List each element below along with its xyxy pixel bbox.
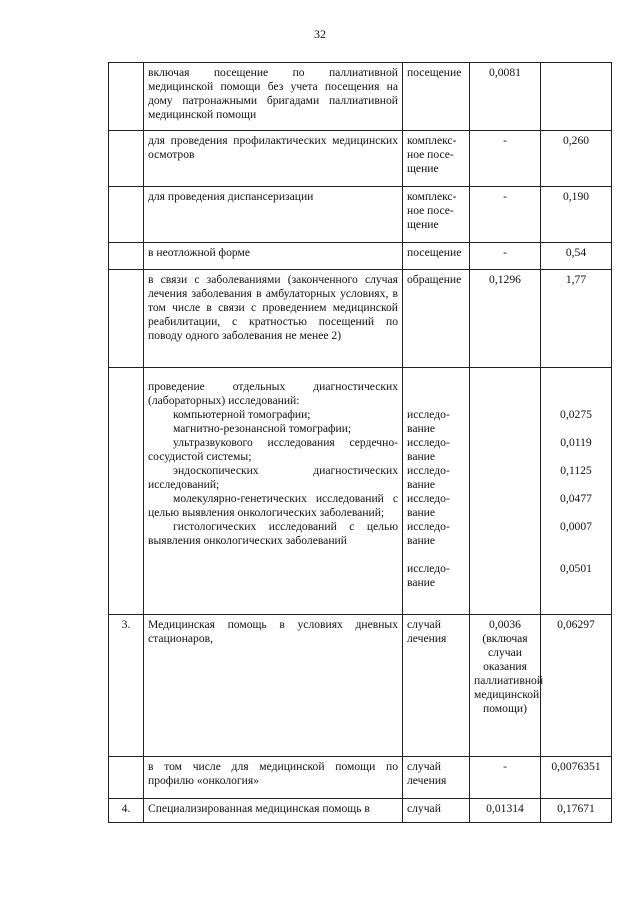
table-row — [109, 270, 612, 368]
diagnostics-unit: исследо-вание — [407, 492, 450, 519]
table-row — [109, 757, 612, 799]
row-unit: случай лечения — [403, 615, 470, 757]
row-number — [109, 757, 144, 799]
row-description: в неотложной форме — [144, 243, 403, 270]
row-value-2: 0,06297 — [541, 615, 612, 757]
table-row — [109, 368, 612, 615]
row-description: включая посещение по паллиативной медицинской помощи без учета посещения на дому патронажными бригадами паллиативной медицинской помощи — [144, 63, 403, 131]
row-description: в том числе для медицинской помощи по профилю «онкология» — [144, 757, 403, 799]
row-number — [109, 270, 144, 368]
row-number — [109, 243, 144, 270]
row-unit: случай лечения — [403, 757, 470, 799]
row-number — [109, 187, 144, 243]
row-value-1: - — [470, 131, 541, 187]
row-description: Специализированная медицинская помощь в — [144, 799, 403, 823]
row-value-2: 0,260 — [541, 131, 612, 187]
diagnostics-value: 0,1125 — [560, 464, 592, 477]
row-number — [109, 63, 144, 131]
row-unit: обращение — [403, 270, 470, 368]
row-unit: посещение — [403, 63, 470, 131]
row-value-2: 1,77 — [541, 270, 612, 368]
diagnostics-item: гистологических исследований с целью выявления онкологических заболеваний — [148, 520, 398, 547]
row-value-2: 0,54 — [541, 243, 612, 270]
diagnostics-item: молекулярно-генетических исследований с целью выявления онкологических заболеваний; — [148, 492, 398, 519]
diagnostics-description — [144, 368, 403, 615]
row-description: Медицинская помощь в условиях дневных стационаров, — [144, 615, 403, 757]
table-row — [109, 243, 612, 270]
diagnostics-unit: исследо-вание — [407, 562, 450, 589]
row-value-2: 0,17671 — [541, 799, 612, 823]
diagnostics-item: компьютерной томографии; — [173, 408, 311, 421]
row-description: для проведения диспансеризации — [144, 187, 403, 243]
row-value-1: 0,0036 (включая случаи оказания паллиативной медицинской помощи) — [470, 615, 541, 757]
row-value-1: - — [470, 243, 541, 270]
row-unit: посещение — [403, 243, 470, 270]
row-value-1: 0,0081 — [470, 63, 541, 131]
row-unit: случай — [403, 799, 470, 823]
row-number — [109, 131, 144, 187]
row-value-2 — [541, 63, 612, 131]
page-number: 32 — [314, 27, 326, 41]
diagnostics-units — [403, 368, 470, 615]
diagnostics-intro: проведение отдельных диагностических (лабораторных) исследований: — [148, 380, 398, 407]
diagnostics-value: 0,0119 — [560, 436, 592, 449]
diagnostics-item: магнитно-резонансной томографии; — [173, 422, 352, 435]
norms-table — [108, 62, 612, 823]
table-row — [109, 131, 612, 187]
table-row — [109, 187, 612, 243]
diagnostics-unit: исследо-вание — [407, 436, 450, 463]
row-value-1: - — [470, 187, 541, 243]
table-row — [109, 615, 612, 757]
diagnostics-value: 0,0007 — [560, 520, 592, 533]
row-unit: комплекс-ное посе-щение — [403, 187, 470, 243]
row-description: для проведения профилактических медицинских осмотров — [144, 131, 403, 187]
row-description: в связи с заболеваниями (законченного случая лечения заболевания в амбулаторных условиях, в том числе в связи с проведением медицинской реабилитации, с кратностью посещений по поводу одного заболевания не менее 2) — [144, 270, 403, 368]
row-number: 4. — [109, 799, 144, 823]
diagnostics-unit: исследо-вание — [407, 408, 450, 435]
diagnostics-values — [541, 368, 612, 615]
diagnostics-item: ультразвукового исследования сердечно-сосудистой системы; — [148, 436, 398, 463]
row-value-2: 0,0076351 — [541, 757, 612, 799]
row-value-1: 0,01314 — [470, 799, 541, 823]
table-row — [109, 63, 612, 131]
diagnostics-value: 0,0501 — [560, 562, 592, 575]
row-unit: комплекс-ное посе-щение — [403, 131, 470, 187]
diagnostics-value: 0,0477 — [560, 492, 592, 505]
diagnostics-unit: исследо-вание — [407, 464, 450, 491]
diagnostics-value: 0,0275 — [560, 408, 592, 421]
row-number: 3. — [109, 615, 144, 757]
table-row — [109, 799, 612, 823]
row-value-1: 0,1296 — [470, 270, 541, 368]
diagnostics-item: эндоскопических диагностических исследований; — [148, 464, 398, 491]
diagnostics-unit: исследо-вание — [407, 520, 450, 547]
row-value-1: - — [470, 757, 541, 799]
row-value-2: 0,190 — [541, 187, 612, 243]
